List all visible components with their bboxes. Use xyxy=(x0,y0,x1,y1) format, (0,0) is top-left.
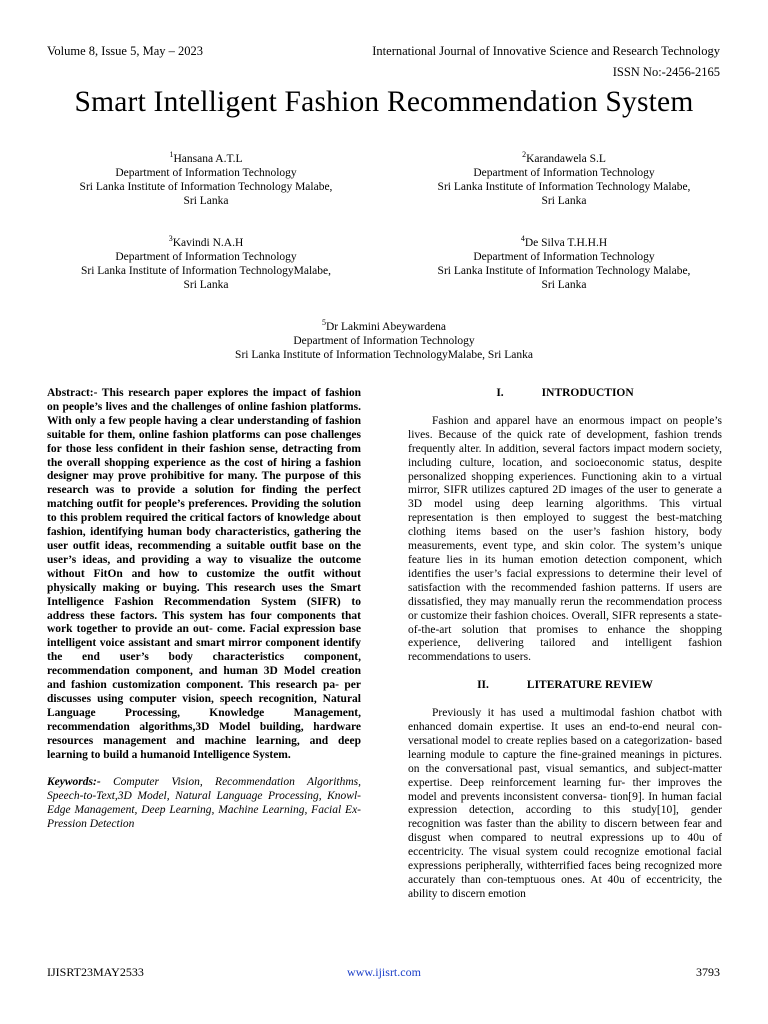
author-name: Karandawela S.L xyxy=(526,152,606,165)
author-inst: Sri Lanka Institute of Information TechnologyMalabe, Sri Lanka xyxy=(235,348,533,361)
author-dept: Department of Information Technology xyxy=(115,166,297,179)
author-sup: 5 xyxy=(321,318,326,327)
keywords-label: Keywords:- xyxy=(47,776,101,789)
left-column xyxy=(47,387,361,832)
paper-title: Smart Intelligent Fashion Recommendation System xyxy=(74,86,694,118)
author-sup: 2 xyxy=(522,150,527,159)
author-block xyxy=(47,148,365,208)
author-name: De Silva T.H.H.H xyxy=(524,236,608,249)
header-issn: ISSN No:-2456-2165 xyxy=(612,65,720,79)
abstract-text: Abstract:- This research paper explores the impact of fashion on people’s lives and the challenges of online fashion platforms. With only a few people having a clear understanding of fashion suitable for them, online fashion platforms can pose challenges for those less confident in their fashion sense, detracting from the overall shopping experience as the cost of hiring a fashion designer may prove prohibitive for many. The purpose of this research was to provide a solution for finding the perfect matching outfit for people’s preferences. Providing the solution to this problem required the critical factors of knowledge about fashion, identifying human body characteristics, gathering the user outfit ideas, recommending a suitable outfit base on the user’s ideas, and providing a way to visualize the outcome without FitOn and how to customize the outfit without physically making or buying. This research uses the Smart Intelligence Fashion Recommendation System (SIFR) to address these factors. This system has four components that work together to provide an out- come. Facial expression base intelligent voice assistant and smart mirror component identify the end user’s body characteristics component, recommendation component, and human 3D Model creation and fashion customization component. This research pa- per discusses using computer vision, speech recognition, Natural Language Processing, Knowledge Management, recommendation algorithms,3D Model building, hardware resources management and machine learning, and deep learning to build a humanoid Intelligence System. xyxy=(47,387,361,761)
author-sup: 3 xyxy=(168,234,173,243)
keywords xyxy=(47,776,361,832)
author-inst: Sri Lanka Institute of Information Technology Malabe, xyxy=(437,180,691,193)
author-inst: Sri Lanka Institute of Information Technology Malabe, xyxy=(79,180,333,193)
footer-code: IJISRT23MAY2533 xyxy=(47,965,144,979)
section-title: LITERATURE REVIEW xyxy=(526,679,653,692)
keywords-text: Computer Vision, Recommendation Algorithms, Speech-to-Text,3D Model, Natural Language Processing, Knowl- Edge Management, Deep Learning, Machine Learning, Facial Ex- Pression Detection xyxy=(47,776,361,831)
footer-page-number: 3793 xyxy=(696,965,720,979)
section-body: Fashion and apparel have an enormous impact on people’s lives. Because of the quick rate of development, fashion trends frequently alter. In addition, several factors impact modern society, including culture, location, and socioeconomic status, despite personalized shopping experiences. Functioning akin to a virtual mirror, SIFR utilizes captured 2D images of the user to generate a 3D model using deep learning algorithms. This virtual representation is then employed to suggest the best-matching clothing items based on the user’s fashion history, body measurements, event type, and skin color. The system’s unique feature lies in its human emotion detection component, which identifies the user’s facial expressions to determine their level of satisfaction with the recommended fashion patterns. If users are dissatisfied, they may manually rerun the recommendation process or customize their fashion choices. Overall, SIFR represents a state-of-the-art solution that promises to enhance the shopping experience, delivering tailored and intelligent fashion recommendations to users. xyxy=(408,414,722,664)
section-title: INTRODUCTION xyxy=(541,387,634,399)
author-country: Sri Lanka xyxy=(183,194,229,207)
footer-url[interactable]: www.ijisrt.com xyxy=(347,965,421,979)
author-inst: Sri Lanka Institute of Information TechnologyMalabe, xyxy=(80,264,331,277)
author-dept: Department of Information Technology xyxy=(473,166,655,179)
author-inst: Sri Lanka Institute of Information Technology Malabe, xyxy=(437,264,691,277)
section-number: I. xyxy=(496,387,504,399)
author-block xyxy=(405,232,723,292)
section-body: Previously it has used a multimodal fashion chatbot with enhanced domain expertise. It uses an end-to-end neural con- versational model to create replies based on a categorization- based learning module to capture the fine-grained meanings in pictures. on the conversational past, visual semantics, and subject-matter expertise. Deep reinforcement learning fur- ther improves the model and prevents inconsistent conversa- tion[9]. In human facial expression detection, according to this study[10], gender recognition was faster than the ability to discern between fear and disgust when compared to neutral expressions up to 40u of eccentricity. The visual system could recognize emotional facial expressions peripherally, withterrified faces being recognized more accurately than con-temptuous ones. At 40u of eccentricity, the ability to discern emotion xyxy=(408,707,722,900)
author-block xyxy=(47,232,365,292)
section-heading xyxy=(408,387,722,401)
author-dept: Department of Information Technology xyxy=(473,250,655,263)
author-country: Sri Lanka xyxy=(541,278,587,291)
right-column xyxy=(408,387,722,902)
author-sup: 4 xyxy=(520,234,525,243)
author-name: Hansana A.T.L xyxy=(173,152,243,165)
author-block xyxy=(405,148,723,208)
author-name: Dr Lakmini Abeywardena xyxy=(325,320,447,333)
author-dept: Department of Information Technology xyxy=(115,250,297,263)
author-dept: Department of Information Technology xyxy=(293,334,475,347)
author-name: Kavindi N.A.H xyxy=(172,236,244,249)
author-country: Sri Lanka xyxy=(541,194,587,207)
header-volume: Volume 8, Issue 5, May – 2023 xyxy=(47,44,204,58)
header-journal: International Journal of Innovative Science and Research Technology xyxy=(372,44,720,58)
section-number: II. xyxy=(477,679,489,692)
author-country: Sri Lanka xyxy=(183,278,229,291)
author-sup: 1 xyxy=(169,150,174,159)
author-block xyxy=(150,316,618,362)
section-heading xyxy=(408,679,722,693)
